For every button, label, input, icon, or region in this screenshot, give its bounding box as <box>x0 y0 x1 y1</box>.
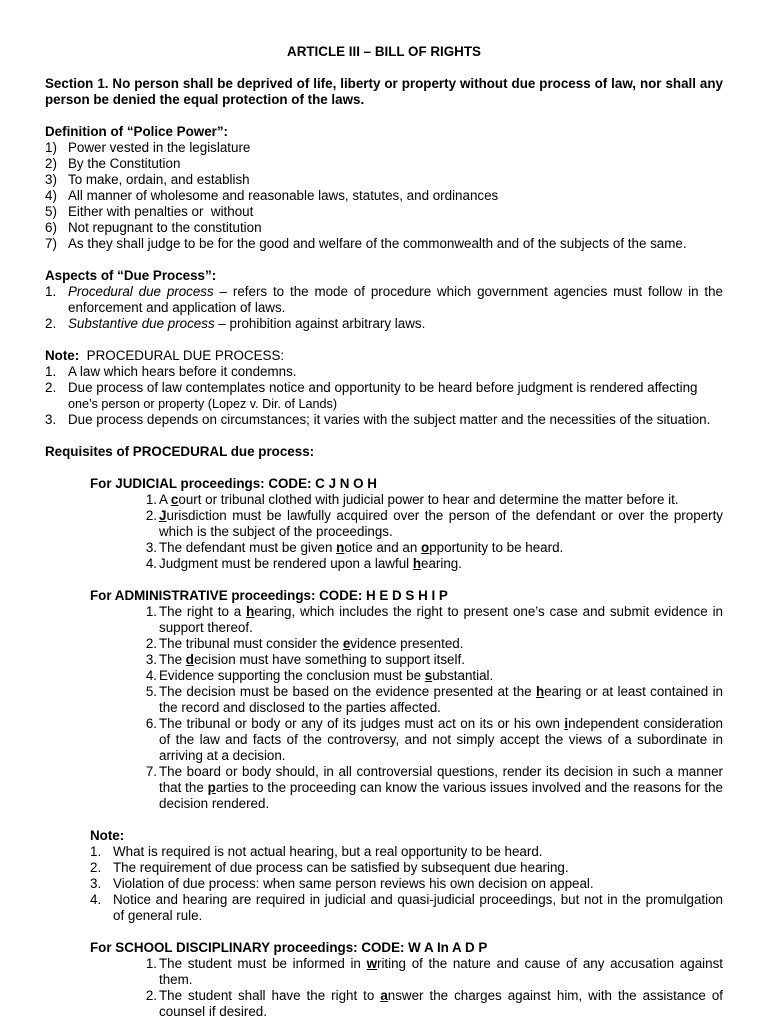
police-power-heading: Definition of “Police Power”: <box>45 124 229 139</box>
list-item <box>135 556 723 572</box>
note2-list <box>45 844 723 924</box>
item-text: The board or body should, in all controversial questions, render its decision in such a manner that the parties to the proceeding can know the various issues involved and the reasons for the decision rendered. <box>159 764 723 811</box>
item-number: 7) <box>45 236 57 251</box>
item-text <box>68 316 723 332</box>
item-number: 2) <box>45 156 57 171</box>
code-letter: i <box>564 716 569 731</box>
list-item <box>135 652 723 668</box>
item-text: The decision must be based on the evidence presented at the hearing or at least contained in the record and disclosed to the parties affected. <box>159 684 723 715</box>
school-heading: For SCHOOL DISCIPLINARY proceedings: CODE: W A In A D P <box>90 940 488 955</box>
code-letter: n <box>336 540 345 555</box>
item-citation: one’s person or property (Lopez v. Dir. of Lands) <box>68 397 338 411</box>
list-item <box>45 156 723 172</box>
code-letter: w <box>366 956 377 971</box>
item-text: By the Constitution <box>68 156 181 171</box>
list-item <box>135 508 723 540</box>
item-text: Power vested in the legislature <box>68 140 251 155</box>
item-number: 2. <box>145 508 157 523</box>
list-item <box>135 636 723 652</box>
item-text: As they shall judge to be for the good and welfare of the commonwealth and of the subjects of the same. <box>68 236 687 251</box>
item-number: 3. <box>145 540 157 555</box>
item-number: 1. <box>145 604 157 619</box>
list-item <box>135 988 723 1020</box>
item-text: Notice and hearing are required in judicial and quasi-judicial proceedings, but not in the promulgation of general rule. <box>113 892 723 923</box>
item-number: 4. <box>90 892 102 907</box>
item-number: 1) <box>45 140 57 155</box>
code-letter: h <box>412 556 422 571</box>
police-power-list <box>45 140 723 252</box>
code-letter: d <box>185 652 194 667</box>
item-text: All manner of wholesome and reasonable laws, statutes, and ordinances <box>68 188 499 203</box>
item-number: 3) <box>45 172 57 187</box>
item-number: 2. <box>45 380 57 395</box>
code-letter: h <box>246 604 255 619</box>
code-letter: s <box>424 668 433 683</box>
list-item <box>90 844 723 860</box>
term: Substantive due process <box>68 316 215 331</box>
item-text: A court or tribunal clothed with judicial power to hear and determine the matter before it. <box>159 492 679 507</box>
note-label: Note: <box>45 348 80 363</box>
list-item <box>45 172 723 188</box>
item-number: 6. <box>145 716 157 731</box>
list-item <box>135 540 723 556</box>
item-number: 3. <box>90 876 102 891</box>
definition: – prohibition against arbitrary laws. <box>214 316 426 331</box>
list-item <box>135 684 723 716</box>
item-text: The tribunal or body or any of its judges must act on its or his own independent consideration of the law and facts of the controversy, and not simply accept the views of a subordinate in arriving at a decision. <box>159 716 723 763</box>
term: Procedural due process <box>68 284 214 299</box>
list-item <box>90 892 723 924</box>
list-item <box>45 412 723 428</box>
item-text: Not repugnant to the constitution <box>68 220 262 235</box>
item-text: The right to a hearing, which includes the right to present one’s case and submit evidence in support thereof. <box>159 604 723 635</box>
item-number: 4) <box>45 188 57 203</box>
list-item <box>135 492 723 508</box>
item-text: What is required is not actual hearing, but a real opportunity to be heard. <box>113 844 543 859</box>
due-process-heading: Aspects of “Due Process”: <box>45 268 217 283</box>
administrative-list <box>45 604 723 812</box>
judicial-list <box>45 492 723 572</box>
item-number: 2. <box>145 988 157 1003</box>
item-number: 2. <box>90 860 102 875</box>
item-number: 1. <box>45 364 57 379</box>
item-text: A law which hears before it condemns. <box>68 364 297 379</box>
list-item <box>135 668 723 684</box>
item-number: 4. <box>145 668 157 683</box>
document-title: ARTICLE III – BILL OF RIGHTS <box>287 44 481 59</box>
code-letter: J <box>159 508 167 523</box>
list-item <box>135 716 723 764</box>
requisites-heading: Requisites of PROCEDURAL due process: <box>45 444 315 459</box>
section-1: Section 1. No person shall be deprived of life, liberty or property without due process of law, nor shall any person be denied the equal protection of the laws. <box>45 76 723 107</box>
item-number: 5. <box>145 684 157 699</box>
item-number: 3. <box>45 412 57 427</box>
list-item <box>45 188 723 204</box>
code-letter: e <box>342 636 351 651</box>
item-number: 3. <box>145 652 157 667</box>
item-text: The student must be informed in writing of the nature and cause of any accusation against them. <box>159 956 723 987</box>
code-letter: h <box>535 684 545 699</box>
item-number: 7. <box>145 764 157 779</box>
item-text <box>68 284 723 316</box>
item-text: The defendant must be given notice and an opportunity to be heard. <box>159 540 564 555</box>
code-letter: p <box>207 780 216 795</box>
item-text: The decision must have something to support itself. <box>159 652 465 667</box>
item-text: Judgment must be rendered upon a lawful hearing. <box>159 556 462 571</box>
item-text: The requirement of due process can be satisfied by subsequent due hearing. <box>113 860 569 875</box>
item-number: 2. <box>145 636 157 651</box>
item-text: The tribunal must consider the evidence presented. <box>159 636 464 651</box>
item-number: 2. <box>45 316 57 331</box>
list-item <box>45 364 723 380</box>
list-item <box>90 876 723 892</box>
list-item <box>45 316 723 332</box>
item-line: Due process of law contemplates notice and opportunity to be heard before judgment is rendered affecting <box>68 380 698 395</box>
list-item <box>135 764 723 812</box>
list-item <box>45 220 723 236</box>
item-number: 1. <box>45 284 57 299</box>
list-item <box>135 604 723 636</box>
note2-label: Note: <box>90 828 125 843</box>
item-number: 6) <box>45 220 57 235</box>
code-letter: a <box>380 988 388 1003</box>
list-item <box>45 204 723 220</box>
list-item <box>45 236 723 252</box>
item-number: 1. <box>90 844 102 859</box>
item-number: 1. <box>145 956 157 971</box>
item-text: Evidence supporting the conclusion must be substantial. <box>159 668 494 683</box>
item-text: The student shall have the right to answer the charges against him, with the assistance of counsel if desired. <box>159 988 723 1019</box>
document-page <box>45 44 723 1020</box>
item-text: To make, ordain, and establish <box>68 172 250 187</box>
note-heading <box>45 348 723 364</box>
item-number: 5) <box>45 204 57 219</box>
code-letter: c <box>170 492 179 507</box>
item-text <box>68 380 723 412</box>
item-text: Either with penalties or without <box>68 204 254 219</box>
school-list <box>45 956 723 1020</box>
list-item <box>45 380 723 412</box>
item-text: Due process depends on circumstances; it varies with the subject matter and the necessities of the situation. <box>68 412 711 427</box>
list-item <box>45 284 723 316</box>
judicial-heading: For JUDICIAL proceedings: CODE: C J N O H <box>90 476 377 491</box>
definition: – refers to the mode of procedure which government agencies must follow in the enforcement and application of laws. <box>68 284 723 315</box>
administrative-heading: For ADMINISTRATIVE proceedings: CODE: H E D S H I P <box>90 588 448 603</box>
code-letter: o <box>421 540 430 555</box>
item-number: 4. <box>145 556 157 571</box>
list-item <box>135 956 723 988</box>
list-item <box>45 140 723 156</box>
item-text: Violation of due process: when same person reviews his own decision on appeal. <box>113 876 594 891</box>
item-number: 1. <box>145 492 157 507</box>
list-item <box>90 860 723 876</box>
note-title: PROCEDURAL DUE PROCESS: <box>86 348 285 363</box>
item-text: Jurisdiction must be lawfully acquired over the person of the defendant or over the property which is the subject of the proceedings. <box>159 508 723 539</box>
